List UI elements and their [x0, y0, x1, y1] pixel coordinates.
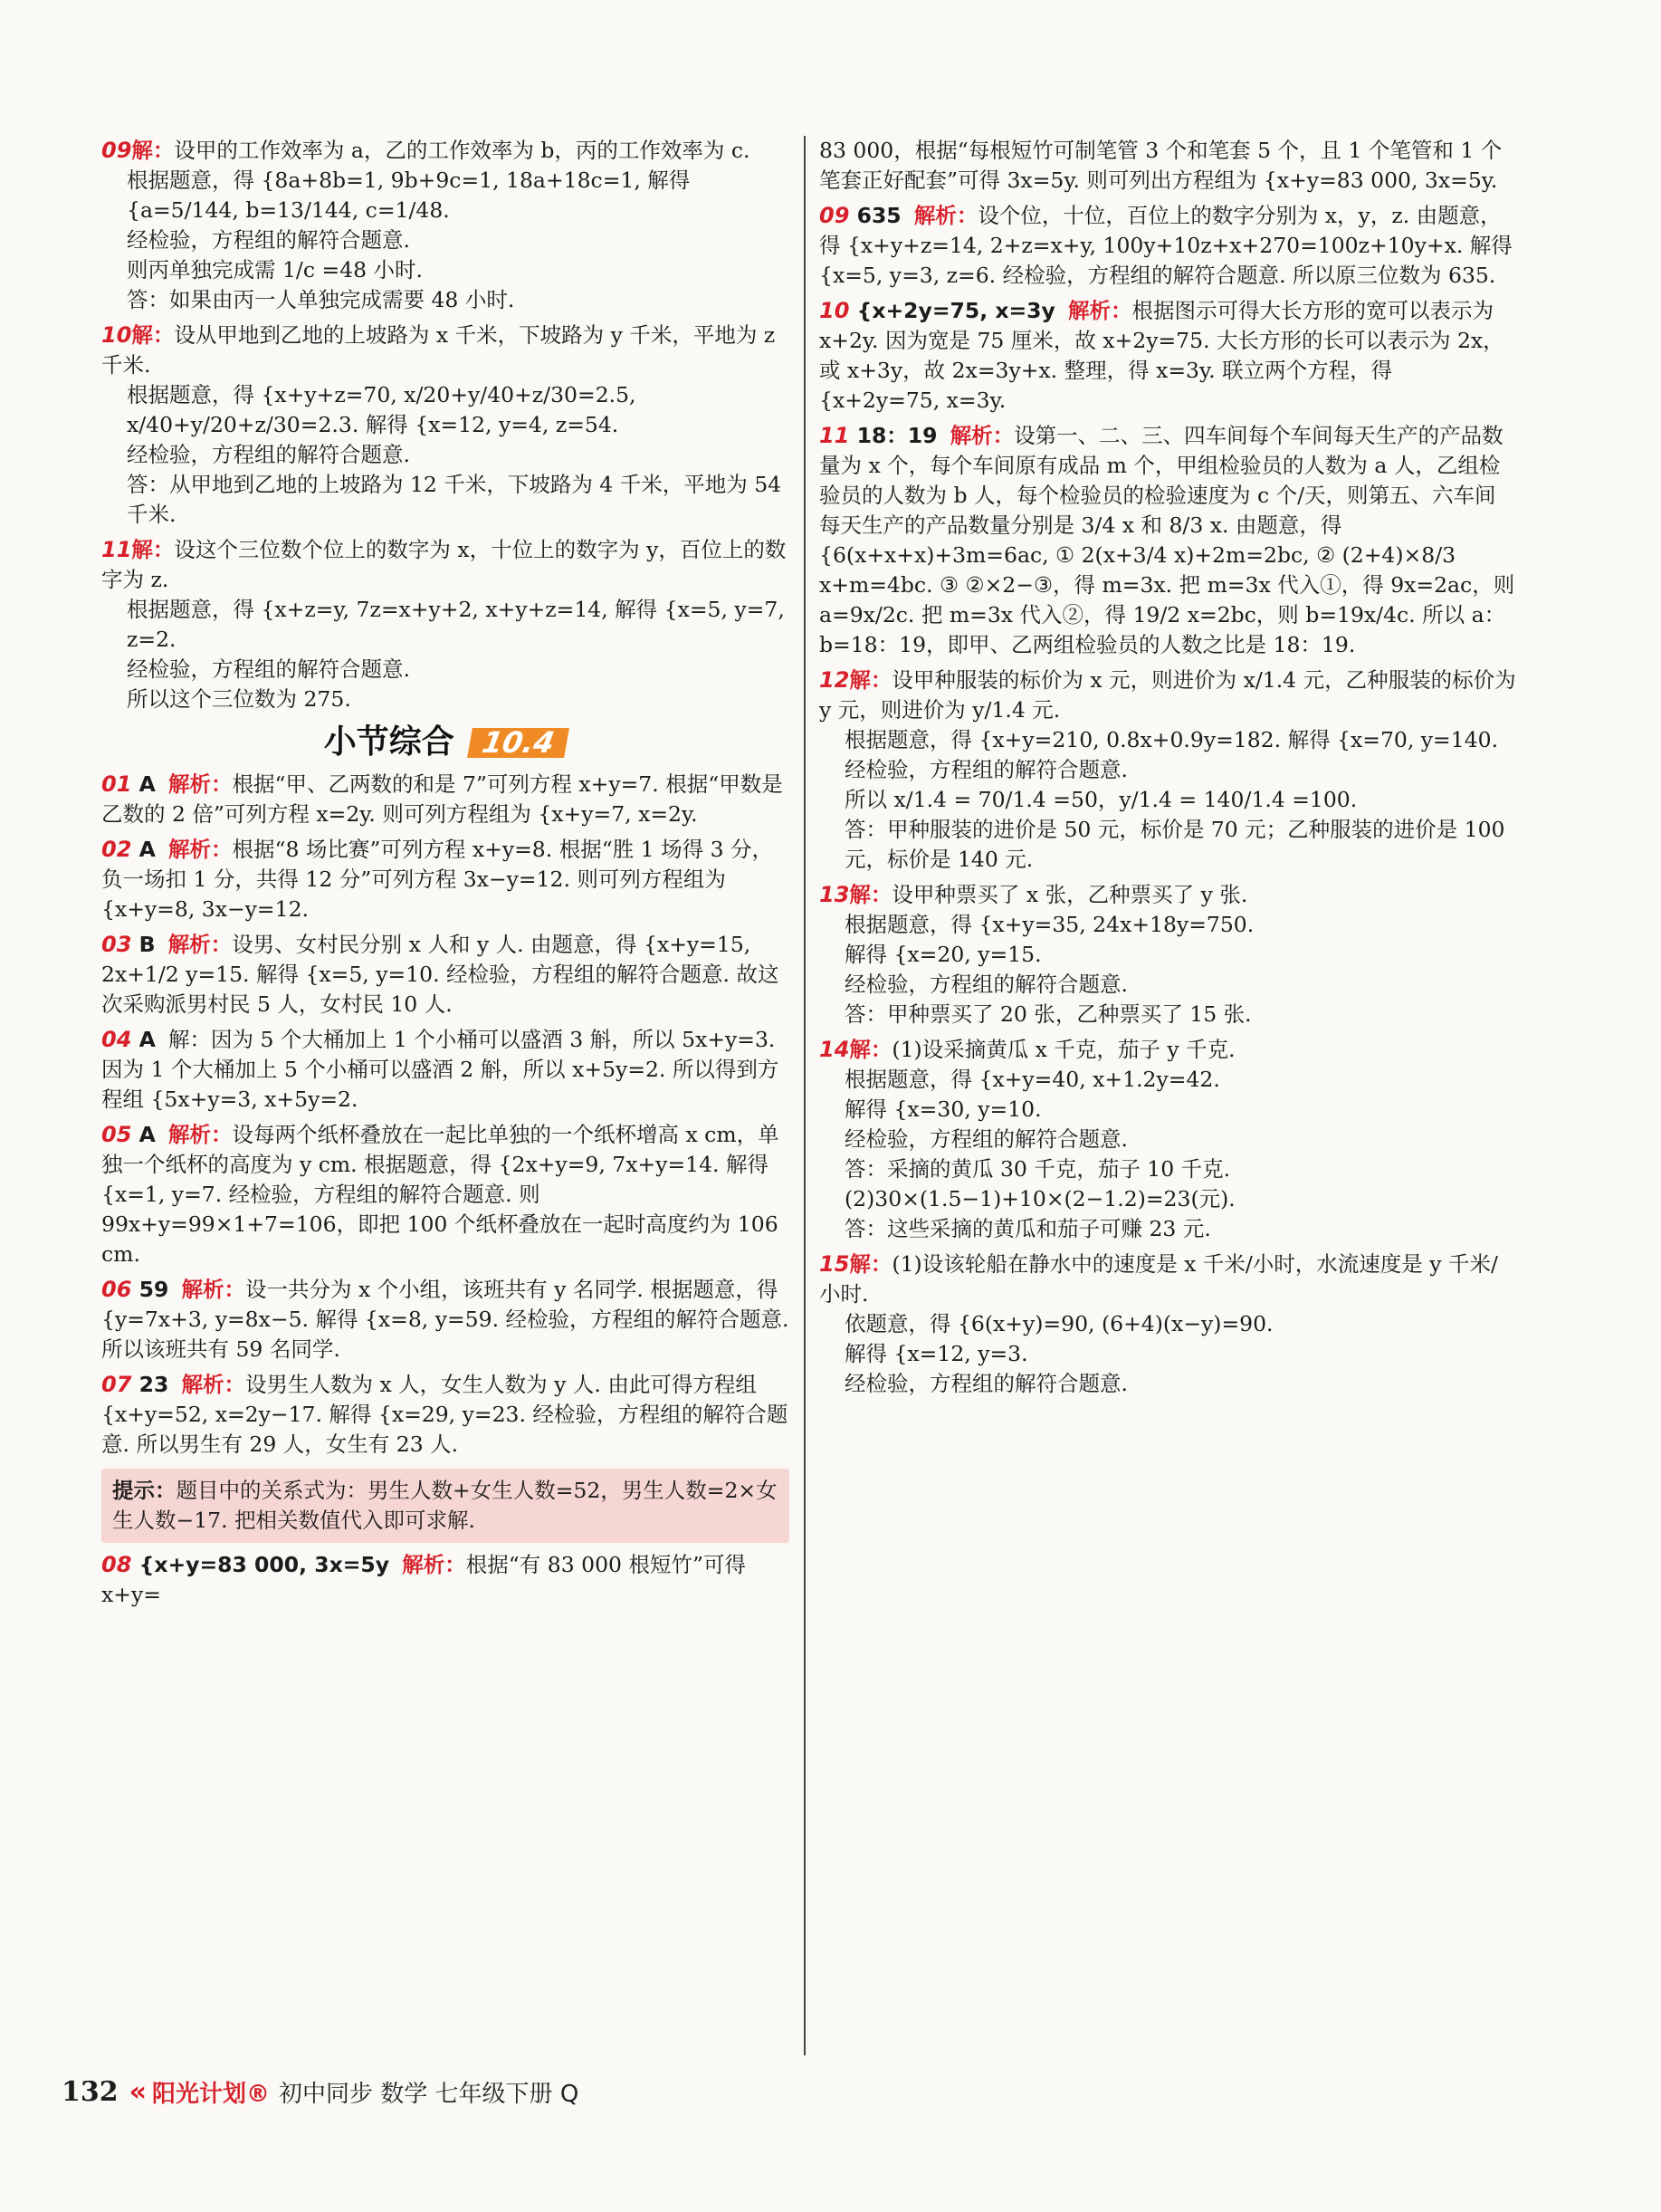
solution-label: 解：	[131, 537, 175, 562]
problem-line	[101, 1550, 789, 1610]
solution-line: 经检验，方程组的解符合题意.	[127, 227, 410, 253]
problem-number: 04	[101, 1027, 132, 1052]
solution-line: 解得 {x=30, y=10.	[845, 1096, 1042, 1122]
problem-line	[819, 421, 1516, 660]
problem-number: 12	[819, 667, 850, 693]
solution-line: 答：甲种票买了 20 张，乙种票买了 15 张.	[845, 1001, 1252, 1027]
solution-text: (1)设该轮船在静水中的速度是 x 千米/小时，水流速度是 y 千米/小时.	[819, 1251, 1498, 1307]
solution-text: 设这个三位数个位上的数字为 x，十位上的数字为 y，百位上的数字为 z.	[101, 537, 787, 592]
problem-line	[101, 535, 789, 595]
solution-text: 设甲种票买了 x 张，乙种票买了 y 张.	[892, 882, 1248, 907]
problem-item	[101, 930, 789, 1020]
solution-line: 经检验，方程组的解符合题意.	[845, 1371, 1128, 1396]
answer-choice: {x+y=83 000, 3x=5y	[131, 1552, 397, 1577]
problem-number: 07	[101, 1372, 132, 1397]
problem-line	[819, 136, 1516, 196]
analysis-label: 解析：	[913, 203, 978, 228]
answer-choice: 635	[849, 203, 909, 228]
solution-line: 答：如果由丙一人单独完成需要 48 小时.	[127, 287, 515, 312]
solution-text: 根据图示可得大长方形的宽可以表示为 x+2y. 因为宽是 75 厘米，故 x+2y=75. 大长方形的长可以表示为 2x，或 x+3y，故 2x=3y+x. 整理，得 x=3y. 联立两个方程，得 {x+2y=75, x=3y.	[819, 298, 1504, 413]
problem-item	[101, 770, 789, 829]
problem-number: 06	[101, 1277, 132, 1302]
solution-text: (1)设采摘黄瓜 x 千克，茄子 y 千克.	[892, 1037, 1236, 1062]
left-solutions	[101, 136, 789, 714]
problem-item	[101, 1025, 789, 1115]
hint-label: 提示：	[112, 1478, 177, 1503]
problem-number: 14	[819, 1037, 850, 1062]
solution-label: 解：	[131, 138, 175, 163]
solution-text: 设每两个纸杯叠放在一起比单独的一个纸杯增高 x cm，单独一个纸杯的高度为 y cm. 根据题意，得 {2x+y=9, 7x+y=14. 解得 {x=1, y=7. 经检验，方程组的解符合题意. 则 99x+y=99×1+7=106，即把 100 个纸杯叠放在一起时高度约为 106 cm.	[101, 1122, 779, 1267]
solution-text: 设甲种服装的标价为 x 元，则进价为 x/1.4 元，乙种服装的标价为 y 元，则进价为 y/1.4 元.	[819, 667, 1516, 723]
answer-choice: A	[131, 837, 163, 862]
section-title: 小节综合	[323, 723, 454, 761]
solution-text: 根据“有 83 000 根短竹”可得 x+y=	[101, 1552, 746, 1607]
problem-item	[101, 1275, 789, 1365]
problem-item	[819, 880, 1516, 1029]
solution-line: 所以 x/1.4 = 70/1.4 =50，y/1.4 = 140/1.4 =100.	[845, 787, 1358, 812]
answer-choice: 59	[131, 1277, 177, 1302]
problem-line	[101, 930, 789, 1020]
left-column	[101, 136, 789, 1615]
solution-text: 设个位，十位，百位上的数字分别为 x，y，z. 由题意，得 {x+y+z=14, 2+z=x+y, 100y+10z+x+270=100z+10y+x. 解得 {x=5, y=3, z=6. 经检验，方程组的解符合题意. 所以原三位数为 635.	[819, 203, 1513, 288]
problem-line	[819, 1035, 1516, 1065]
problem-item	[101, 1120, 789, 1269]
problem-number: 09	[101, 138, 132, 163]
solution-text: 解：因为 5 个大桶加上 1 个小桶可以盛酒 3 斛，所以 5x+y=3. 因为 1 个大桶加上 5 个小桶可以盛酒 2 斛，所以 x+5y=2. 所以得到方程组 {5x+y=3, x+5y=2.	[101, 1027, 779, 1112]
solution-label: 解：	[849, 1251, 893, 1277]
problem-line	[819, 201, 1516, 291]
solution-line: 根据题意，得 {x+y=40, x+1.2y=42.	[845, 1067, 1220, 1092]
problem-number: 02	[101, 837, 132, 862]
problem-item	[819, 296, 1516, 416]
solution-text: 设第一、二、三、四车间每个车间每天生产的产品数量为 x 个，每个车间原有成品 m 个，甲组检验员的人数为 a 人，乙组检验员的人数为 b 人，每个检验员的检验速度为 c 个/天，则第五、六车间每天生产的产品数量分别是 3/4 x 和 8/3 x. 由题意，得 {6(x+x+x)+3m=6ac, ① 2(x+3/4 x)+2m=2bc, ② (2+4)×8/3 x+m=4bc. ③ ②×2−③，得 m=3x. 把 m=3x 代入①，得 9x=2ac，则 a=9x/2c. 把 m=3x 代入②，得 19/2 x=2bc，则 b=19x/4c. 所以 a：b=18：19，即甲、乙两组检验员的人数之比是 18：19.	[819, 423, 1515, 657]
solution-text: 设从甲地到乙地的上坡路为 x 千米，下坡路为 y 千米，平地为 z 千米.	[101, 322, 776, 378]
solution-text: 根据“甲、乙两数的和是 7”可列方程 x+y=7. 根据“甲数是乙数的 2 倍”可列方程 x=2y. 则可列方程组为 {x+y=7, x=2y.	[101, 771, 783, 827]
left-exercises	[101, 770, 789, 1460]
brand-name: 阳光计划®	[152, 2081, 271, 2108]
solution-text: 设一共分为 x 个小组，该班共有 y 名同学. 根据题意，得 {y=7x+3, y=8x−5. 解得 {x=8, y=59. 经检验，方程组的解符合题意. 所以该班共有 59 名同学.	[101, 1277, 789, 1362]
solution-line: 答：从甲地到乙地的上坡路为 12 千米，下坡路为 4 千米，平地为 54 千米.	[127, 472, 782, 527]
problem-line	[101, 136, 789, 166]
analysis-label: 解析：	[167, 1122, 233, 1147]
problem-item	[819, 1035, 1516, 1244]
problem-item	[101, 835, 789, 924]
problem-line	[101, 1025, 789, 1115]
problem-line	[101, 835, 789, 924]
problem-line	[819, 1250, 1516, 1309]
problem-number: 10	[819, 298, 850, 323]
chevron-icon: «	[129, 2076, 148, 2108]
problem-item	[101, 136, 789, 315]
page-number: 132	[62, 2076, 119, 2108]
solution-line: 经检验，方程组的解符合题意.	[845, 1126, 1128, 1152]
analysis-label: 解析：	[1068, 298, 1132, 323]
solution-line: 所以这个三位数为 275.	[127, 686, 351, 712]
solution-text: 83 000，根据“每根短竹可制笔管 3 个和笔套 5 个，且 1 个笔管和 1 个笔套正好配套”可得 3x=5y. 则可列出方程组为 {x+y=83 000, 3x=5y.	[819, 138, 1503, 193]
solution-line: 根据题意，得 {x+y+z=70, x/20+y/40+z/30=2.5, x/40+y/20+z/30=2.3. 解得 {x=12, y=4, z=54.	[127, 382, 636, 437]
solution-line: 则丙单独完成需 1/c =48 小时.	[127, 257, 424, 282]
problem-item	[819, 201, 1516, 291]
problem-number: 08	[101, 1552, 132, 1577]
answer-choice: A	[131, 1027, 163, 1052]
solution-line: 经检验，方程组的解符合题意.	[845, 972, 1128, 997]
answer-choice: B	[131, 932, 163, 957]
solution-line: 解得 {x=20, y=15.	[845, 942, 1042, 967]
problem-item	[819, 421, 1516, 660]
problem-line	[101, 321, 789, 380]
page-footer	[62, 2075, 578, 2109]
problem-line	[101, 770, 789, 829]
hint-text: 题目中的关系式为：男生人数+女生人数=52，男生人数=2×女生人数−17. 把相关数值代入即可求解.	[112, 1478, 778, 1533]
solution-label: 解：	[849, 667, 893, 693]
solution-line: 经检验，方程组的解符合题意.	[845, 757, 1128, 782]
right-column	[819, 136, 1516, 1404]
analysis-label: 解析：	[167, 771, 233, 797]
problem-number: 11	[819, 423, 850, 448]
answer-choice: 18：19	[849, 423, 945, 448]
solution-text: 设男生人数为 x 人，女生人数为 y 人. 由此可得方程组 {x+y=52, x=2y−17. 解得 {x=29, y=23. 经检验，方程组的解符合题意. 所以男生有 29 人，女生有 23 人.	[101, 1372, 788, 1457]
section-tag: 10.4	[467, 728, 569, 758]
problem-item	[101, 1550, 789, 1610]
problem-item	[101, 535, 789, 714]
problem-number: 03	[101, 932, 132, 957]
left-exercises-tail	[101, 1550, 789, 1610]
answer-choice: {x+2y=75, x=3y	[849, 298, 1064, 323]
analysis-label: 解析：	[181, 1277, 245, 1302]
solution-line: 根据题意，得 {8a+8b=1, 9b+9c=1, 18a+18c=1, 解得 {a=5/144, b=13/144, c=1/48.	[127, 168, 691, 223]
solution-line: 根据题意，得 {x+y=210, 0.8x+0.9y=182. 解得 {x=70, y=140.	[845, 727, 1499, 752]
solution-line: 解得 {x=12, y=3.	[845, 1341, 1028, 1366]
analysis-label: 解析：	[950, 423, 1015, 448]
problem-line	[819, 880, 1516, 910]
problem-line	[101, 1275, 789, 1365]
problem-number: 15	[819, 1251, 850, 1277]
problem-number: 01	[101, 771, 132, 797]
problem-number: 05	[101, 1122, 132, 1147]
hint-box	[101, 1469, 789, 1543]
solution-label: 解：	[131, 322, 175, 348]
problem-number: 11	[101, 537, 132, 562]
solution-label: 解：	[849, 1037, 893, 1062]
solution-label: 解：	[849, 882, 893, 907]
analysis-label: 解析：	[402, 1552, 466, 1577]
book-title: 初中同步 数学 七年级下册 Q	[279, 2081, 579, 2108]
solution-line: 经检验，方程组的解符合题意.	[127, 656, 410, 682]
problem-item	[101, 1370, 789, 1460]
solution-line: 答：甲种服装的进价是 50 元，标价是 70 元；乙种服装的进价是 100 元，标价是 140 元.	[845, 817, 1505, 872]
analysis-label: 解析：	[181, 1372, 245, 1397]
problem-item	[819, 666, 1516, 875]
solution-text: 设甲的工作效率为 a，乙的工作效率为 b，丙的工作效率为 c.	[174, 138, 750, 163]
problem-number: 09	[819, 203, 850, 228]
solution-line: 答：这些采摘的黄瓜和茄子可赚 23 元.	[845, 1216, 1211, 1241]
solution-line: 经检验，方程组的解符合题意.	[127, 442, 410, 467]
analysis-label: 解析：	[167, 932, 233, 957]
solution-text: 设男、女村民分别 x 人和 y 人. 由题意，得 {x+y=15, 2x+1/2 y=15. 解得 {x=5, y=10. 经检验，方程组的解符合题意. 故这次采购派男村民 5 人，女村民 10 人.	[101, 932, 779, 1017]
analysis-label: 解析：	[167, 837, 233, 862]
answer-choice: A	[131, 1122, 163, 1147]
problem-line	[819, 666, 1516, 725]
problem-number: 10	[101, 322, 132, 348]
right-solutions	[819, 136, 1516, 1399]
solution-line: 根据题意，得 {x+z=y, 7z=x+y+2, x+y+z=14, 解得 {x=5, y=7, z=2.	[127, 597, 785, 652]
problem-number: 13	[819, 882, 850, 907]
problem-line	[101, 1370, 789, 1460]
problem-line	[101, 1120, 789, 1269]
section-header	[101, 723, 789, 761]
solution-line: (2)30×(1.5−1)+10×(2−1.2)=23(元).	[845, 1186, 1236, 1211]
column-divider	[804, 136, 806, 2055]
answer-choice: A	[131, 771, 163, 797]
problem-item	[819, 1250, 1516, 1399]
solution-text: 根据“8 场比赛”可列方程 x+y=8. 根据“胜 1 场得 3 分，负一场扣 1 分，共得 12 分”可列方程 3x−y=12. 则可列方程组为 {x+y=8, 3x−y=12.	[101, 837, 773, 922]
answer-choice: 23	[131, 1372, 177, 1397]
problem-line	[819, 296, 1516, 416]
problem-item	[101, 321, 789, 530]
solution-line: 依题意，得 {6(x+y)=90, (6+4)(x−y)=90.	[845, 1311, 1274, 1336]
solution-line: 根据题意，得 {x+y=35, 24x+18y=750.	[845, 912, 1255, 937]
solution-line: 答：采摘的黄瓜 30 千克，茄子 10 千克.	[845, 1156, 1231, 1182]
problem-item	[819, 136, 1516, 196]
